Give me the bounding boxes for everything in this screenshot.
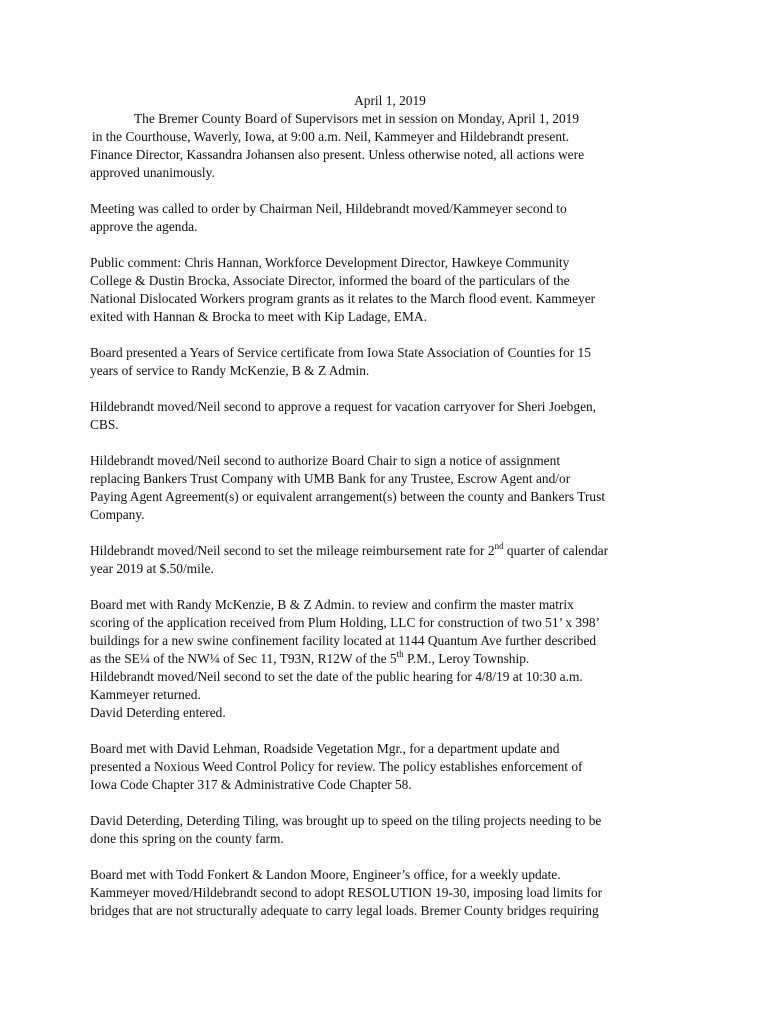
text-line: CBS. xyxy=(90,417,119,432)
engineer-update-paragraph xyxy=(90,866,690,920)
text-line: Board met with Todd Fonkert & Landon Moore, Engineer’s office, for a weekly update. xyxy=(90,867,561,882)
ordinal-suffix: th xyxy=(396,648,404,659)
text-line: Hildebrandt moved/Neil second to approve a request for vacation carryover for Sheri Joebgen, xyxy=(90,399,597,414)
text-line: replacing Bankers Trust Company with UMB Bank for any Trustee, Escrow Agent and/or xyxy=(90,471,571,486)
text-line: National Dislocated Workers program grants as it relates to the March flood event. Kammeyer xyxy=(90,291,596,306)
text-line: Public comment: Chris Hannan, Workforce Development Director, Hawkeye Community xyxy=(90,255,570,270)
text-line: Board met with Randy McKenzie, B & Z Admin. to review and confirm the master matrix xyxy=(90,597,574,612)
text-line xyxy=(90,650,690,668)
text-line: year 2019 at $.50/mile. xyxy=(90,561,214,576)
years-of-service-paragraph xyxy=(90,344,690,380)
text-line: approved unanimously. xyxy=(90,165,215,180)
text-line: Meeting was called to order by Chairman Neil, Hildebrandt moved/Kammeyer second to xyxy=(90,201,567,216)
text-line: Iowa Code Chapter 317 & Administrative Code Chapter 58. xyxy=(90,777,412,792)
intro-paragraph xyxy=(90,110,690,182)
meeting-minutes xyxy=(90,92,690,920)
text-line: The Bremer County Board of Supervisors met in session on Monday, April 1, 2019 xyxy=(134,111,580,126)
text-line: exited with Hannan & Brocka to meet with Kip Ladage, EMA. xyxy=(90,309,427,324)
text-line: done this spring on the county farm. xyxy=(90,831,284,846)
text-line: Board presented a Years of Service certificate from Iowa State Association of Counties for 15 xyxy=(90,345,591,360)
text-line: in the Courthouse, Waverly, Iowa, at 9:00 a.m. Neil, Kammeyer and Hildebrandt present. xyxy=(92,129,570,144)
text-line: approve the agenda. xyxy=(90,219,198,234)
ordinal-suffix: nd xyxy=(494,540,504,551)
text-line: Paying Agent Agreement(s) or equivalent arrangement(s) between the county and Bankers Trust xyxy=(90,489,606,504)
text-line: buildings for a new swine confinement facility located at 1144 Quantum Ave further described xyxy=(90,633,597,648)
text-line: College & Dustin Brocka, Associate Director, informed the board of the particulars of the xyxy=(90,273,570,288)
vacation-carryover-paragraph xyxy=(90,398,690,434)
mileage-rate-paragraph xyxy=(90,542,690,578)
tiling-paragraph xyxy=(90,812,690,848)
vegetation-update-paragraph xyxy=(90,740,690,794)
text-line: David Deterding, Deterding Tiling, was brought up to speed on the tiling projects needing to be xyxy=(90,813,602,828)
notice-of-assignment-paragraph xyxy=(90,452,690,524)
text-line xyxy=(90,542,690,560)
text-run: P.M., Leroy Township. xyxy=(403,651,530,666)
text-line: Board met with David Lehman, Roadside Vegetation Mgr., for a department update and xyxy=(90,741,560,756)
text-line: Finance Director, Kassandra Johansen also present. Unless otherwise noted, all actions were xyxy=(90,147,585,162)
call-to-order-paragraph xyxy=(90,200,690,236)
text-line: bridges that are not structurally adequate to carry legal loads. Bremer County bridges requiring xyxy=(90,903,599,918)
public-comment-paragraph xyxy=(90,254,690,326)
master-matrix-paragraph xyxy=(90,596,690,722)
text-line: presented a Noxious Weed Control Policy for review. The policy establishes enforcement of xyxy=(90,759,583,774)
text-line: Company. xyxy=(90,507,145,522)
text-line: Hildebrandt moved/Neil second to set the date of the public hearing for 4/8/19 at 10:30 a.m. xyxy=(90,669,583,684)
text-line: years of service to Randy McKenzie, B & Z Admin. xyxy=(90,363,370,378)
text-line: David Deterding entered. xyxy=(90,705,226,720)
text-line: scoring of the application received from Plum Holding, LLC for construction of two 51’ x 398’ xyxy=(90,615,600,630)
text-line: Kammeyer moved/Hildebrandt second to adopt RESOLUTION 19-30, imposing load limits for xyxy=(90,885,603,900)
text-run: as the SE¼ of the NW¼ of Sec 11, T93N, R12W of the 5 xyxy=(90,651,397,666)
meeting-date: April 1, 2019 xyxy=(354,93,426,108)
text-run: quarter of calendar xyxy=(503,543,609,558)
text-line: Kammeyer returned. xyxy=(90,687,201,702)
text-line: Hildebrandt moved/Neil second to authorize Board Chair to sign a notice of assignment xyxy=(90,453,561,468)
text-run: Hildebrandt moved/Neil second to set the mileage reimbursement rate for 2 xyxy=(90,543,495,558)
